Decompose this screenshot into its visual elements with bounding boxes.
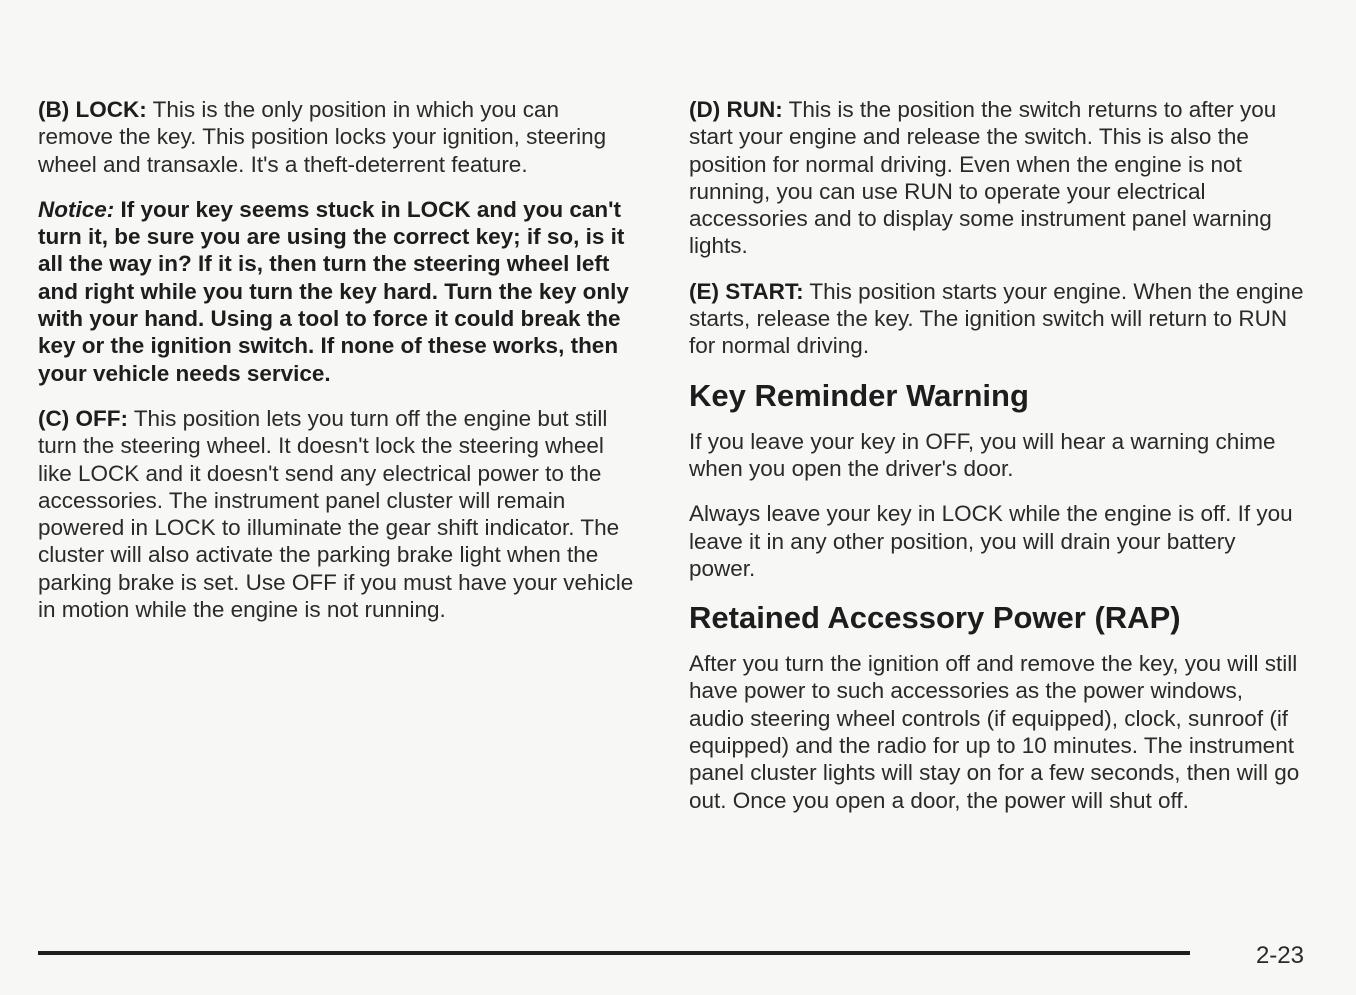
off-term: (C) OFF: [38,405,128,431]
rap-paragraph: After you turn the ignition off and remove the key, you will still have power to such accessories as the power windows, audio steering wheel controls (if equipped), clock, sunroof (if equipped) and the radio for up to 10 minutes. The instrument panel cluster lights will stay on for a few seconds, then will go out. Once you open a door, the power will shut off. [689,651,1300,813]
start-term: (E) START: [689,278,804,304]
right-column [689,96,1304,832]
page-number: 2-23 [1255,942,1304,969]
left-column [38,96,638,641]
run-term: (D) RUN: [689,97,783,122]
key-reminder-paragraph-1: If you leave your key in OFF, you will hear a warning chime when you open the driver's door. [689,428,1276,481]
key-reminder-paragraph-2: Always leave your key in LOCK while the engine is off. If you leave it in any other position, you will drain your battery power. [689,501,1293,581]
notice-text: If your key seems stuck in LOCK and you can't turn it, be sure you are using the correct key; if so, is it all the way in? If it is, then turn the steering wheel left and right while you turn the key hard. Turn the key only with your hand. Using a tool to force it could break the key or the ignition switch. If none of these works, then your vehicle needs service. [38,196,629,386]
rap-heading: Retained Accessory Power (RAP) [689,600,1181,636]
off-text: This position lets you turn off the engine but still turn the steering wheel. It doesn't lock the steering wheel like LOCK and it doesn't send any electrical power to the accessories. The instrument panel cluster will remain powered in LOCK to illuminate the gear shift indicator. The cluster will also activate the parking brake light when the parking brake is set. Use OFF if you must have your vehicle in motion while the engine is not running. [38,405,634,623]
start-paragraph [689,278,1304,360]
notice-label: Notice: [38,196,115,222]
lock-paragraph [38,96,638,178]
run-paragraph [689,96,1304,260]
footer-rule [38,951,1190,955]
run-text: This is the position the switch returns to after you start your engine and release the switch. This is also the position for normal driving. Even when the engine is not running, you can use RUN to operate your electrical accessories and to display some instrument panel warning lights. [689,97,1277,259]
lock-term: (B) LOCK: [38,97,147,122]
notice-paragraph [38,196,638,387]
start-text: This position starts your engine. When the engine starts, release the key. The ignition switch will return to RUN for normal driving. [689,278,1304,359]
key-reminder-heading: Key Reminder Warning [689,377,1029,413]
lock-text: This is the only position in which you can remove the key. This position locks your ignition, steering wheel and transaxle. It's a theft-deterrent feature. [38,97,607,177]
off-paragraph [38,405,638,623]
